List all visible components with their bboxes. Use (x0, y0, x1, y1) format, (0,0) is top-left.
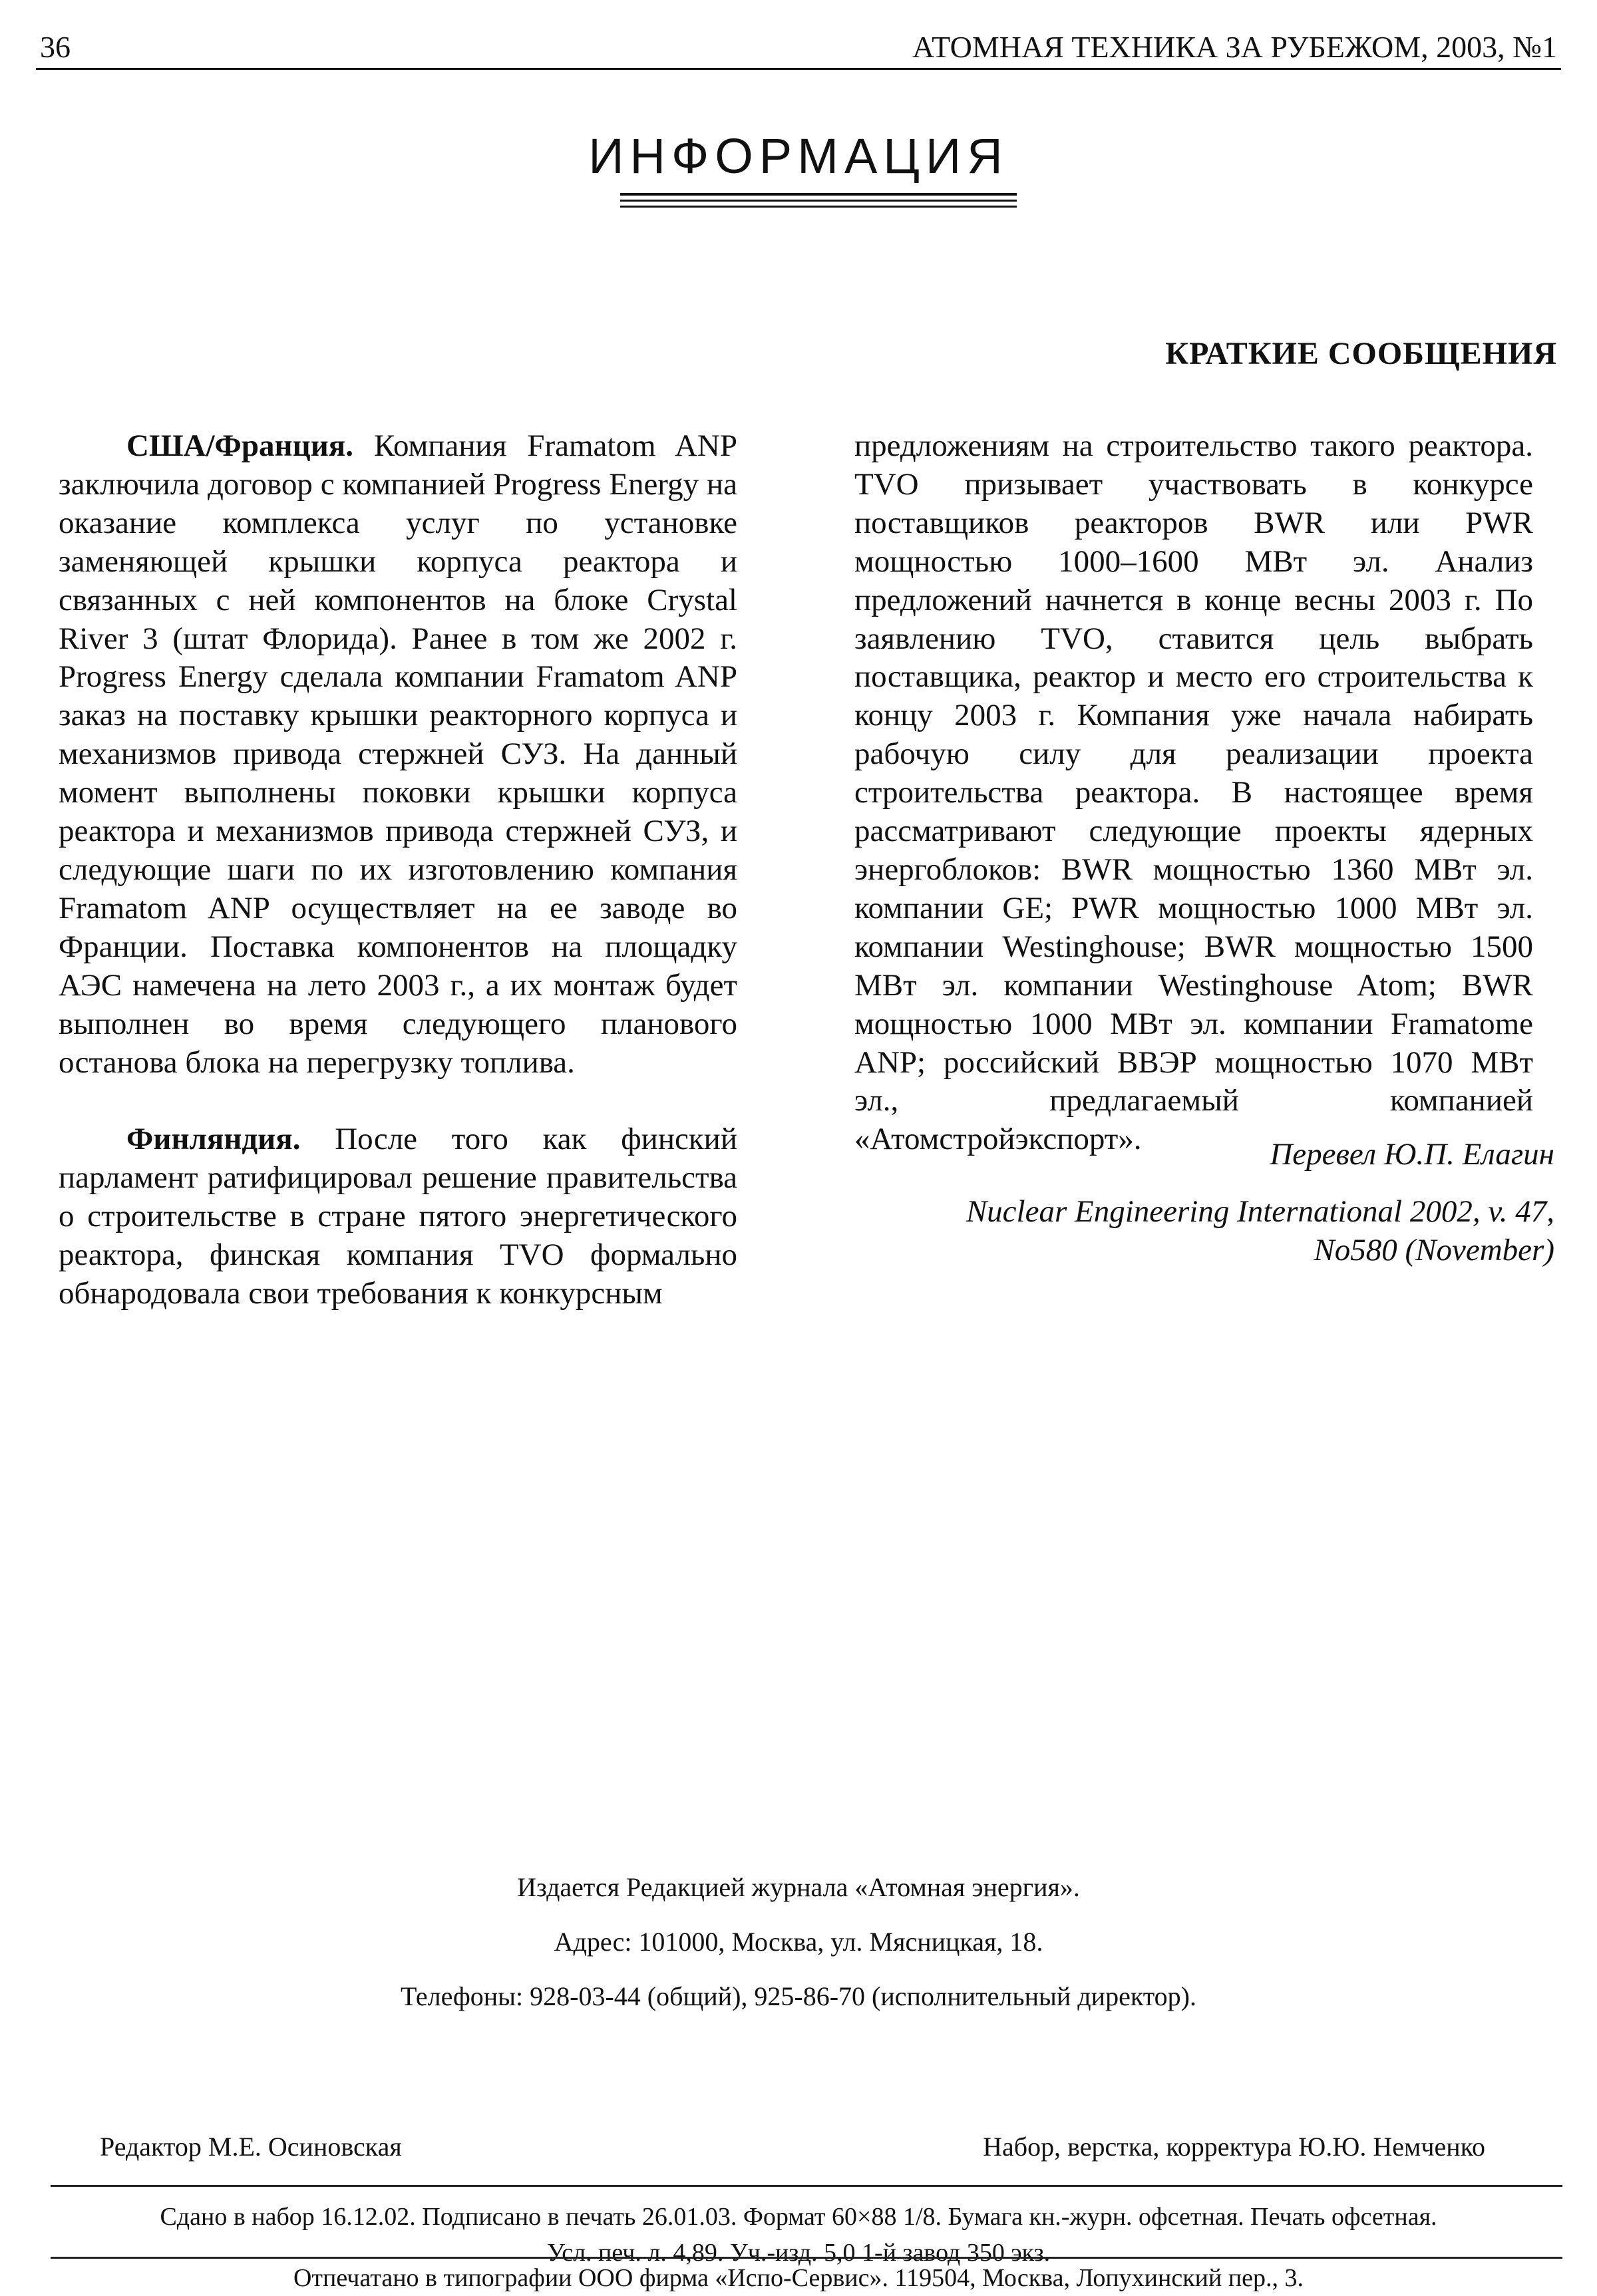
divider (51, 2185, 1562, 2187)
divider (51, 2257, 1562, 2259)
running-header (36, 24, 1561, 71)
address-line: Адрес: 101000, Москва, ул. Мясницкая, 18. (554, 1927, 1043, 1957)
translator-credit: Перевел Ю.П. Елагин (1270, 1137, 1554, 1172)
title-underline (620, 206, 1017, 208)
title-underline (620, 193, 1017, 196)
article-paragraph-finland-continued: предложениям на строительство такого реактора. TVO призывает участвовать в конкурсе поставщиков реакторов BWR или PWR мощностью 1000–1600 МВт эл. Анализ предложений начнется в конце весны 2003 г. По заявлению TVO, ставится цель выбрать поставщика, реактор и место его строительства к концу 2003 г. Компания уже начала набирать рабочую силу для реализации проекта строительства реактора. В настоящее время рассматривают следующие проекты ядерных энергоблоков: BWR мощностью 1360 МВт эл. компании GE; PWR мощностью 1000 МВт эл. компании Westinghouse; BWR мощностью 1500 МВт эл. компании Westinghouse Atom; BWR мощностью 1000 МВт эл. компании Framatome ANP; российский ВВЭР мощностью 1070 МВт эл., предлагаемый компанией «Атомстройэкспорт». (854, 428, 1533, 1157)
paragraph-text: После того как финский парламент ратифицировал решение правительства о строительстве в стране пятого энергетического реактора, финская компания TVO формально обнародовала свои требования к конкурсным (59, 1122, 737, 1311)
print-data-line: Усл. печ. л. 4,89. Уч.-изд. 5,0 1-й завод 350 экз. (546, 2239, 1051, 2267)
article-paragraph-finland (59, 1120, 737, 1313)
article-paragraph-usa-france (59, 427, 737, 1082)
editor-credit: Редактор М.Е. Осиновская (100, 2132, 402, 2162)
printer-line: Отпечатано в типографии ООО фирма «Испо-Сервис». 119504, Москва, Лопухинский пер., 3. (293, 2264, 1304, 2292)
section-title: ИНФОРМАЦИЯ (588, 128, 1009, 184)
publisher-line: Издается Редакцией журнала «Атомная энергия». (517, 1872, 1080, 1902)
left-column (59, 427, 737, 1313)
header-rule (36, 68, 1561, 70)
phones-line: Телефоны: 928-03-44 (общий), 925-86-70 (исполнительный директор). (400, 1981, 1196, 2011)
right-column (854, 427, 1533, 1159)
paragraph-text: Компания Framatom ANP заключила договор с компанией Progress Energy на оказание комплекса услуг по установке заменяющей крышки корпуса реактора и связанных с ней компонентов на блоке Crystal River 3 (штат Флорида). Ранее в том же 2002 г. Progress Energy сделала компании Framatom ANP заказ на поставку крышки реакторного корпуса и механизмов привода стержней СУЗ. На данный момент выполнены поковки крышки корпуса реактора и механизмов привода стержней СУЗ, и следующие шаги по их изготовлению компания Framatom ANP осуществляет на ее заводе во Франции. Поставка компонентов на площадку АЭС намечена на лето 2003 г., а их монтаж будет выполнен во время следующего планового останова блока на перегрузку топлива. (59, 428, 737, 1080)
journal-title: АТОМНАЯ ТЕХНИКА ЗА РУБЕЖОМ, 2003, №1 (912, 30, 1557, 64)
page-number: 36 (40, 30, 71, 64)
country-heading: Финляндия. (126, 1122, 301, 1157)
title-underline (620, 200, 1017, 202)
country-heading: США/Франция. (126, 428, 353, 463)
typesetting-credit: Набор, верстка, корректура Ю.Ю. Немченко (983, 2132, 1485, 2162)
rubric-heading: КРАТКИЕ СООБЩЕНИЯ (1165, 336, 1557, 371)
source-citation: Nuclear Engineering International 2002, v. 47, (966, 1194, 1554, 1229)
source-citation: No580 (November) (1314, 1233, 1554, 1267)
print-data-line: Сдано в набор 16.12.02. Подписано в печать 26.01.03. Формат 60×88 1/8. Бумага кн.-журн. офсетная. Печать офсетная. (160, 2203, 1437, 2231)
